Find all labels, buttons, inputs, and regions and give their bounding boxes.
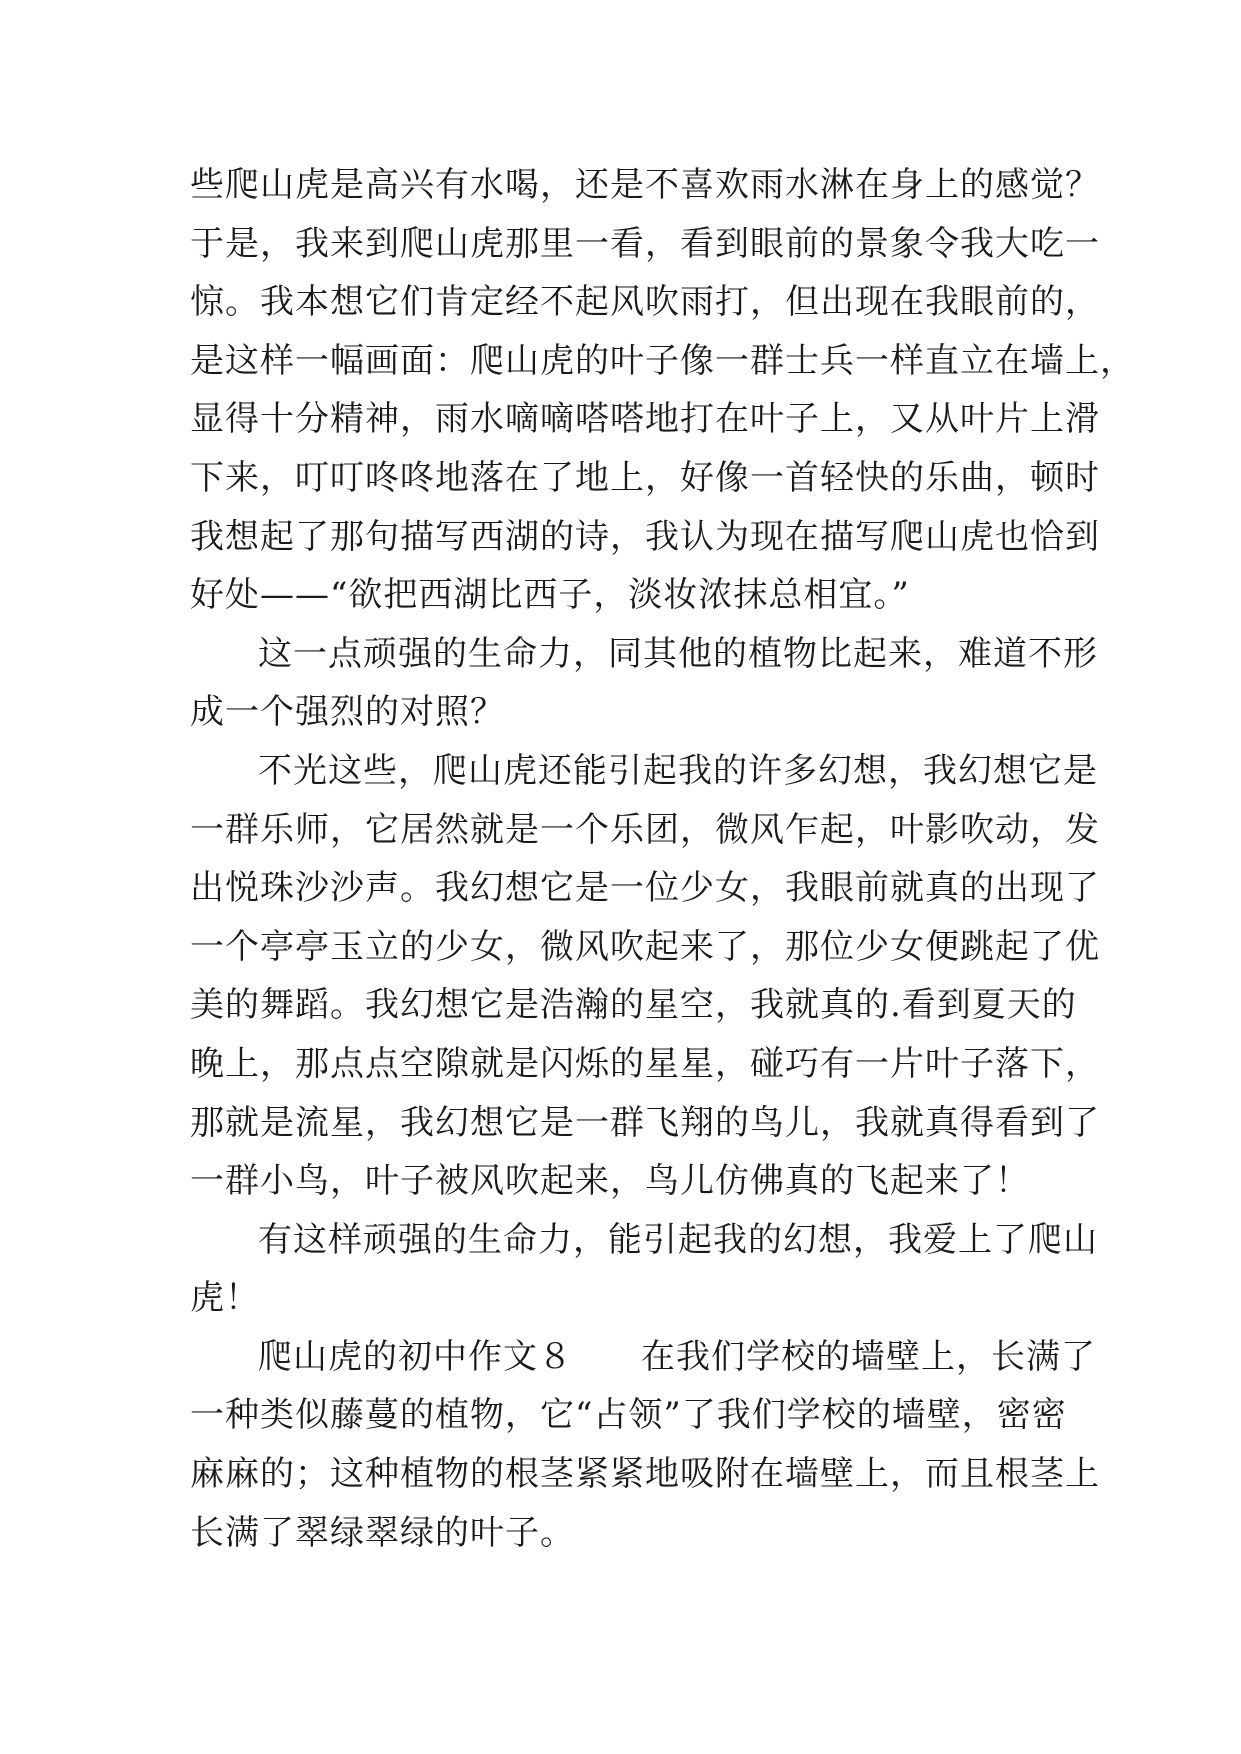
text-line: 下来，叮叮咚咚地落在了地上，好像一首轻快的乐曲，顿时	[190, 457, 1100, 498]
text-line: 一群乐师，它居然就是一个乐团，微风乍起，叶影吹动，发	[190, 809, 1100, 850]
text-line: 显得十分精神，雨水嘀嘀嗒嗒地打在叶子上，又从叶片上滑	[190, 399, 1100, 440]
text-line: 一种类似藤蔓的植物，它“占领”了我们学校的墙壁，密密	[190, 1395, 1067, 1436]
text-line: 晚上，那点点空隙就是闪烁的星星，碰巧有一片叶子落下，	[190, 1043, 1100, 1084]
paragraph-first-line: 不光这些，爬山虎还能引起我的许多幻想，我幻想它是	[258, 750, 1098, 791]
section-title-line	[190, 1328, 1096, 1387]
section-first-text: 在我们学校的墙壁上，长满了	[641, 1336, 1096, 1377]
text-line: 好处——“欲把西湖比西子，淡妆浓抹总相宜。”	[190, 575, 910, 616]
text-line: 于是，我来到爬山虎那里一看，看到眼前的景象令我大吃一	[190, 223, 1100, 264]
essay-body	[190, 156, 1135, 1562]
text-line: 虎！	[190, 1278, 260, 1319]
text-line: 些爬山虎是高兴有水喝，还是不喜欢雨水淋在身上的感觉？	[190, 165, 1100, 205]
text-line: 美的舞蹈。我幻想它是浩瀚的星空，我就真的.看到夏天的	[190, 985, 1077, 1026]
text-line: 一个亭亭玉立的少女，微风吹起来了，那位少女便跳起了优	[190, 926, 1100, 967]
paragraph-first-line: 这一点顽强的生命力，同其他的植物比起来，难道不形	[258, 633, 1098, 674]
text-line: 成一个强烈的对照？	[190, 692, 505, 733]
text-line: 一群小鸟，叶子被风吹起来，鸟儿仿佛真的飞起来了！	[190, 1161, 1030, 1202]
text-line: 出悦珠沙沙声。我幻想它是一位少女，我眼前就真的出现了	[190, 868, 1100, 909]
text-line: 惊。我本想它们肯定经不起风吹雨打，但出现在我眼前的，	[190, 282, 1100, 323]
section-title: 爬山虎的初中作文８	[258, 1336, 573, 1377]
text-line: 是这样一幅画面：爬山虎的叶子像一群士兵一样直立在墙上，	[190, 340, 1135, 381]
text-line: 长满了翠绿翠绿的叶子。	[190, 1512, 575, 1553]
text-line: 那就是流星，我幻想它是一群飞翔的鸟儿，我就真得看到了	[190, 1102, 1100, 1143]
text-line: 麻麻的；这种植物的根茎紧紧地吸附在墙壁上，而且根茎上	[190, 1454, 1100, 1495]
paragraph-first-line: 有这样顽强的生命力，能引起我的幻想，我爱上了爬山	[258, 1219, 1098, 1260]
text-line: 我想起了那句描写西湖的诗，我认为现在描写爬山虎也恰到	[190, 516, 1100, 557]
